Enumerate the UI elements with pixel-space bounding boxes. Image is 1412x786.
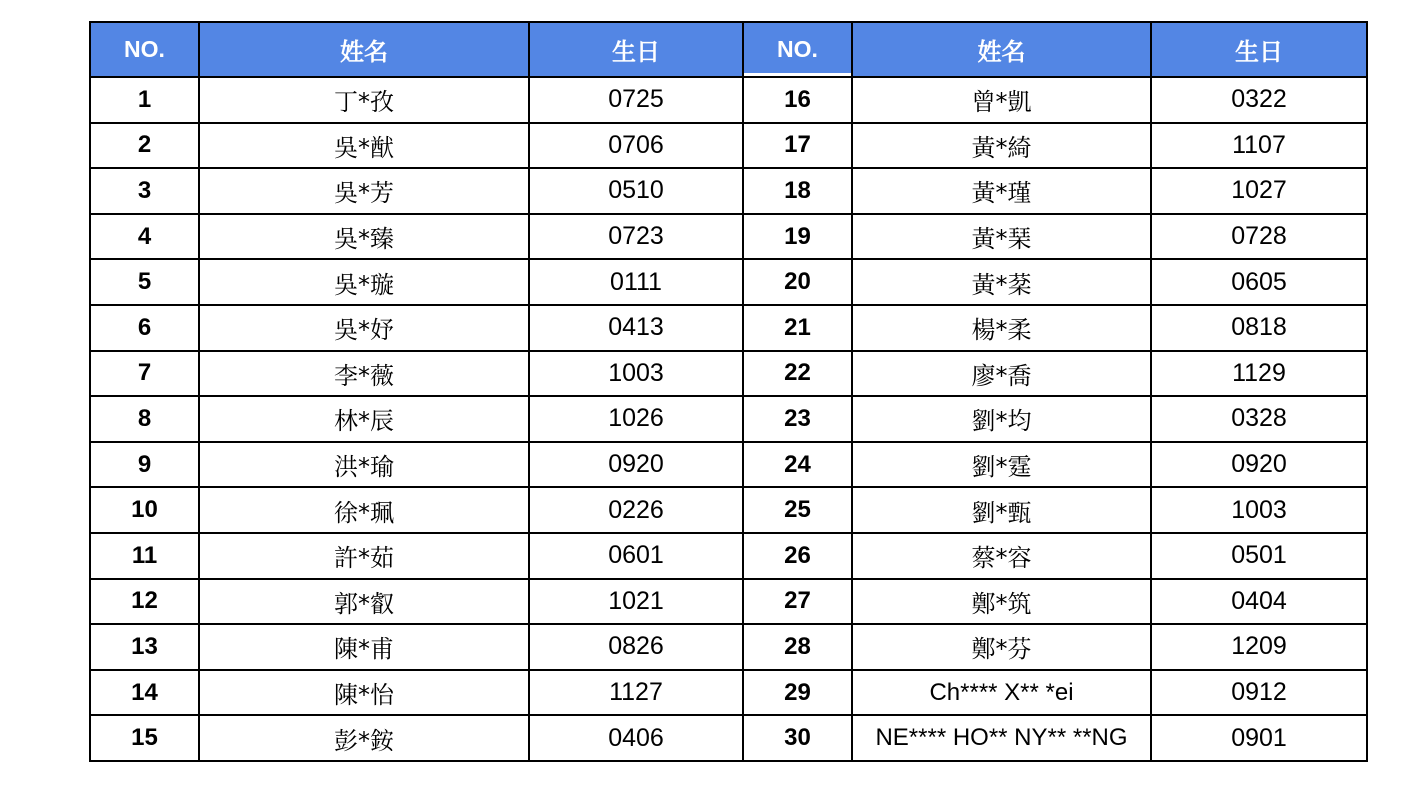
student-number-cell: 16 [743, 77, 852, 123]
table-row [90, 533, 1367, 579]
student-number-cell: 24 [743, 442, 852, 488]
student-birthday-cell: 0322 [1151, 77, 1367, 123]
student-name-cell: 吳*妤 [199, 305, 529, 351]
student-roster-table [89, 21, 1368, 762]
table-body [90, 77, 1367, 761]
student-birthday-cell: 0826 [529, 624, 743, 670]
student-number-cell: 29 [743, 670, 852, 716]
student-number-cell: 19 [743, 214, 852, 260]
header-name-left: 姓名 [199, 22, 529, 77]
student-number-cell: 11 [90, 533, 199, 579]
student-number-cell: 28 [743, 624, 852, 670]
student-name-cell: 丁*孜 [199, 77, 529, 123]
student-birthday-cell: 0601 [529, 533, 743, 579]
student-name-cell: 李*薇 [199, 351, 529, 397]
student-number-cell: 10 [90, 487, 199, 533]
student-birthday-cell: 0605 [1151, 259, 1367, 305]
student-number-cell: 9 [90, 442, 199, 488]
student-name-cell: 陳*甫 [199, 624, 529, 670]
header-no-left: NO. [90, 22, 199, 77]
student-name-cell: 洪*瑜 [199, 442, 529, 488]
student-name-cell: NE**** HO** NY** **NG [852, 715, 1151, 761]
student-number-cell: 1 [90, 77, 199, 123]
table-row [90, 259, 1367, 305]
table-header [90, 22, 1367, 77]
student-number-cell: 26 [743, 533, 852, 579]
student-name-cell: 許*茹 [199, 533, 529, 579]
student-number-cell: 25 [743, 487, 852, 533]
student-birthday-cell: 1021 [529, 579, 743, 625]
student-number-cell: 22 [743, 351, 852, 397]
student-number-cell: 5 [90, 259, 199, 305]
student-name-cell: 劉*甄 [852, 487, 1151, 533]
student-name-cell: 徐*珮 [199, 487, 529, 533]
student-birthday-cell: 0901 [1151, 715, 1367, 761]
student-name-cell: 劉*均 [852, 396, 1151, 442]
student-name-cell: 吳*芳 [199, 168, 529, 214]
student-number-cell: 13 [90, 624, 199, 670]
student-birthday-cell: 0406 [529, 715, 743, 761]
student-number-cell: 18 [743, 168, 852, 214]
student-number-cell: 12 [90, 579, 199, 625]
table-row [90, 168, 1367, 214]
student-birthday-cell: 0818 [1151, 305, 1367, 351]
table-row [90, 579, 1367, 625]
table-row [90, 214, 1367, 260]
student-number-cell: 7 [90, 351, 199, 397]
student-name-cell: 黃*琹 [852, 214, 1151, 260]
student-birthday-cell: 0723 [529, 214, 743, 260]
student-name-cell: 廖*喬 [852, 351, 1151, 397]
student-birthday-cell: 1003 [529, 351, 743, 397]
header-name-right: 姓名 [852, 22, 1151, 77]
student-name-cell: 黃*棻 [852, 259, 1151, 305]
student-birthday-cell: 1003 [1151, 487, 1367, 533]
student-number-cell: 23 [743, 396, 852, 442]
student-birthday-cell: 1026 [529, 396, 743, 442]
student-birthday-cell: 1027 [1151, 168, 1367, 214]
student-birthday-cell: 0413 [529, 305, 743, 351]
student-birthday-cell: 0226 [529, 487, 743, 533]
student-birthday-cell: 0912 [1151, 670, 1367, 716]
student-name-cell: 吳*璇 [199, 259, 529, 305]
student-name-cell: 林*辰 [199, 396, 529, 442]
table-row [90, 624, 1367, 670]
student-name-cell: 吳*猷 [199, 123, 529, 169]
table-row [90, 305, 1367, 351]
student-birthday-cell: 1129 [1151, 351, 1367, 397]
student-name-cell: 鄭*筑 [852, 579, 1151, 625]
student-number-cell: 21 [743, 305, 852, 351]
table-row [90, 351, 1367, 397]
student-number-cell: 4 [90, 214, 199, 260]
student-birthday-cell: 0501 [1151, 533, 1367, 579]
student-name-cell: 郭*叡 [199, 579, 529, 625]
student-birthday-cell: 1107 [1151, 123, 1367, 169]
student-name-cell: 鄭*芬 [852, 624, 1151, 670]
header-no-right: NO. [743, 22, 852, 77]
student-name-cell: 黃*綺 [852, 123, 1151, 169]
student-number-cell: 6 [90, 305, 199, 351]
student-birthday-cell: 0328 [1151, 396, 1367, 442]
table-row [90, 487, 1367, 533]
student-birthday-cell: 0725 [529, 77, 743, 123]
student-birthday-cell: 0728 [1151, 214, 1367, 260]
student-number-cell: 30 [743, 715, 852, 761]
student-birthday-cell: 0920 [1151, 442, 1367, 488]
student-number-cell: 27 [743, 579, 852, 625]
table-row [90, 715, 1367, 761]
student-name-cell: 彭*銨 [199, 715, 529, 761]
table-row [90, 396, 1367, 442]
student-name-cell: 吳*臻 [199, 214, 529, 260]
student-birthday-cell: 0404 [1151, 579, 1367, 625]
header-row [90, 22, 1367, 77]
student-birthday-cell: 0920 [529, 442, 743, 488]
student-number-cell: 8 [90, 396, 199, 442]
student-name-cell: 劉*霆 [852, 442, 1151, 488]
student-number-cell: 3 [90, 168, 199, 214]
student-name-cell: 陳*怡 [199, 670, 529, 716]
student-birthday-cell: 1209 [1151, 624, 1367, 670]
table-row [90, 123, 1367, 169]
student-number-cell: 15 [90, 715, 199, 761]
table-row [90, 77, 1367, 123]
student-name-cell: 曾*凱 [852, 77, 1151, 123]
header-birthday-right: 生日 [1151, 22, 1367, 77]
table-row [90, 442, 1367, 488]
student-name-cell: 楊*柔 [852, 305, 1151, 351]
student-name-cell: 蔡*容 [852, 533, 1151, 579]
table-row [90, 670, 1367, 716]
student-number-cell: 14 [90, 670, 199, 716]
student-number-cell: 2 [90, 123, 199, 169]
student-birthday-cell: 0706 [529, 123, 743, 169]
student-name-cell: Ch**** X** *ei [852, 670, 1151, 716]
header-birthday-left: 生日 [529, 22, 743, 77]
student-name-cell: 黃*瑾 [852, 168, 1151, 214]
student-birthday-cell: 0111 [529, 259, 743, 305]
student-number-cell: 17 [743, 123, 852, 169]
student-birthday-cell: 1127 [529, 670, 743, 716]
student-birthday-cell: 0510 [529, 168, 743, 214]
student-number-cell: 20 [743, 259, 852, 305]
